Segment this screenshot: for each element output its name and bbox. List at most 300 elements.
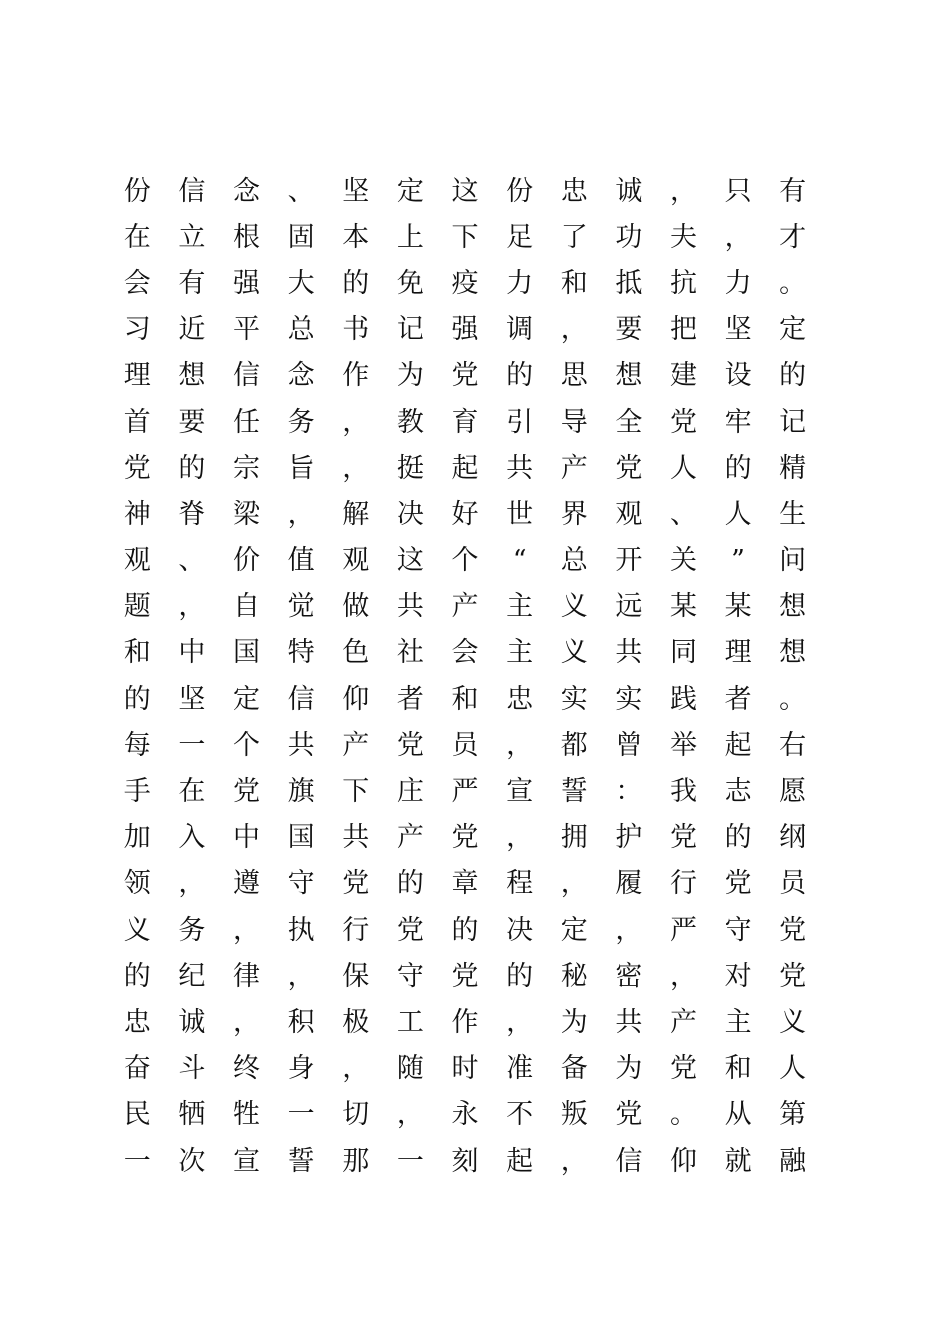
text-char: 坚 [342, 175, 370, 207]
text-char: 忠 [123, 1006, 151, 1038]
text-char: 都 [560, 729, 588, 761]
text-char: 近 [178, 314, 206, 346]
text-char: ， [342, 452, 370, 484]
text-char: 育 [451, 406, 479, 438]
text-char: 党 [233, 776, 261, 808]
text-char: 遵 [233, 868, 261, 900]
text-char: 实 [560, 683, 588, 715]
text-char: 义 [560, 637, 588, 669]
text-char: 的 [178, 452, 206, 484]
text-char: ， [287, 960, 315, 992]
text-char: 定 [396, 175, 424, 207]
text-char: 任 [233, 406, 261, 438]
text-char: 上 [396, 221, 424, 253]
text-char: 纪 [178, 960, 206, 992]
text-char: 信 [178, 175, 206, 207]
text-char: 国 [233, 637, 261, 669]
text-char: 下 [342, 776, 370, 808]
text-char: 某 [724, 591, 752, 623]
text-char: 一 [396, 1145, 424, 1177]
text-char: 理 [724, 637, 752, 669]
text-char: ， [669, 960, 697, 992]
text-char: 想 [615, 360, 643, 392]
text-char: 诚 [615, 175, 643, 207]
text-char: 问 [779, 545, 807, 577]
text-char: 全 [615, 406, 643, 438]
text-char: 才 [779, 221, 807, 253]
text-line-8 [110, 491, 820, 537]
text-char: 本 [342, 221, 370, 253]
text-char: 的 [123, 960, 151, 992]
text-char: 切 [342, 1099, 370, 1131]
text-char: 坚 [724, 314, 752, 346]
text-char: 加 [123, 822, 151, 854]
text-char: 曾 [615, 729, 643, 761]
text-char: 色 [342, 637, 370, 669]
text-line-6 [110, 399, 820, 445]
text-char: 守 [287, 868, 315, 900]
text-char: 宣 [506, 776, 534, 808]
text-char: 份 [506, 175, 534, 207]
text-char: 自 [233, 591, 261, 623]
text-char: 起 [506, 1145, 534, 1177]
text-line-12 [110, 676, 820, 722]
text-char: 密 [615, 960, 643, 992]
text-char: ， [724, 221, 752, 253]
text-line-18 [110, 953, 820, 999]
text-char: 只 [724, 175, 752, 207]
text-char: 行 [669, 868, 697, 900]
text-char: 中 [178, 637, 206, 669]
text-char: 题 [123, 591, 151, 623]
text-char: 牺 [178, 1099, 206, 1131]
text-char: 会 [451, 637, 479, 669]
text-char: 务 [178, 914, 206, 946]
text-char: 党 [779, 960, 807, 992]
text-char: 大 [287, 267, 315, 299]
text-char: ， [560, 314, 588, 346]
text-char: 主 [506, 637, 534, 669]
text-char: 牢 [724, 406, 752, 438]
text-char: 严 [451, 776, 479, 808]
text-line-22 [110, 1138, 820, 1184]
text-char: ， [560, 868, 588, 900]
text-char: 义 [123, 914, 151, 946]
text-char: 和 [724, 1053, 752, 1085]
text-char: 做 [342, 591, 370, 623]
text-char: 刻 [451, 1145, 479, 1177]
text-char: 人 [669, 452, 697, 484]
text-char: 程 [506, 868, 534, 900]
text-char: 好 [451, 498, 479, 530]
text-char: 党 [451, 360, 479, 392]
text-char: 观 [123, 545, 151, 577]
text-char: 从 [724, 1099, 752, 1131]
text-char: 的 [123, 683, 151, 715]
text-char: ， [233, 1006, 261, 1038]
text-char: 下 [451, 221, 479, 253]
text-char: 份 [123, 175, 151, 207]
text-char: 誓 [287, 1145, 315, 1177]
text-char: 神 [123, 498, 151, 530]
text-char: 者 [724, 683, 752, 715]
text-char: 同 [669, 637, 697, 669]
text-char: 一 [123, 1145, 151, 1177]
text-line-21 [110, 1092, 820, 1138]
text-char: 这 [396, 545, 424, 577]
text-char: 人 [779, 1053, 807, 1085]
text-char: 想 [178, 360, 206, 392]
text-char: 思 [560, 360, 588, 392]
text-char: 永 [451, 1099, 479, 1131]
text-char: 和 [123, 637, 151, 669]
text-char: 党 [396, 914, 424, 946]
text-char: 在 [123, 221, 151, 253]
text-char: 夫 [669, 221, 697, 253]
text-line-1 [110, 168, 820, 214]
text-char: 为 [560, 1006, 588, 1038]
text-char: 党 [669, 1053, 697, 1085]
text-char: 界 [560, 498, 588, 530]
text-char: 守 [396, 960, 424, 992]
text-char: ， [342, 1053, 370, 1085]
text-char: 。 [669, 1099, 697, 1131]
text-char: 总 [560, 545, 588, 577]
text-char: 坚 [178, 683, 206, 715]
text-char: 工 [396, 1006, 424, 1038]
text-char: ， [233, 914, 261, 946]
text-char: 党 [396, 729, 424, 761]
text-char: 决 [506, 914, 534, 946]
text-char: 党 [342, 868, 370, 900]
text-char: 斗 [178, 1053, 206, 1085]
text-char: 义 [779, 1006, 807, 1038]
text-char: 员 [779, 868, 807, 900]
text-char: 旗 [287, 776, 315, 808]
text-char: 宗 [233, 452, 261, 484]
text-char: 信 [233, 360, 261, 392]
text-char: 共 [287, 729, 315, 761]
text-char: 个 [451, 545, 479, 577]
text-line-16 [110, 861, 820, 907]
text-char: 挺 [396, 452, 424, 484]
text-char: 起 [451, 452, 479, 484]
text-char: 仰 [669, 1145, 697, 1177]
text-char: 和 [451, 683, 479, 715]
text-char: 产 [342, 729, 370, 761]
text-char: 和 [560, 267, 588, 299]
text-char: ， [396, 1099, 424, 1131]
text-char: 党 [123, 452, 151, 484]
text-line-19 [110, 999, 820, 1045]
text-char: 为 [615, 1053, 643, 1085]
text-char: 者 [396, 683, 424, 715]
text-char: 抵 [615, 267, 643, 299]
text-char: 的 [506, 360, 534, 392]
text-char: 的 [451, 914, 479, 946]
text-char: 的 [724, 822, 752, 854]
body-text [110, 168, 820, 1184]
text-char: 抗 [669, 267, 697, 299]
text-char: 愿 [779, 776, 807, 808]
text-char: 党 [615, 452, 643, 484]
text-char: 员 [451, 729, 479, 761]
text-line-13 [110, 722, 820, 768]
text-char: 积 [287, 1006, 315, 1038]
text-char: 举 [669, 729, 697, 761]
text-char: ， [560, 1145, 588, 1177]
text-line-9 [110, 538, 820, 584]
text-char: 、 [287, 175, 315, 207]
text-char: ， [342, 406, 370, 438]
text-char: 梁 [233, 498, 261, 530]
text-char: 觉 [287, 591, 315, 623]
text-char: 开 [615, 545, 643, 577]
text-char: 设 [724, 360, 752, 392]
text-char: 价 [233, 545, 261, 577]
text-char: 中 [233, 822, 261, 854]
text-char: 疫 [451, 267, 479, 299]
text-char: 保 [342, 960, 370, 992]
text-char: 主 [506, 591, 534, 623]
text-char: 共 [615, 637, 643, 669]
text-char: 某 [669, 591, 697, 623]
text-char: 就 [724, 1145, 752, 1177]
text-char: 会 [123, 267, 151, 299]
text-char: 诚 [178, 1006, 206, 1038]
text-char: 共 [396, 591, 424, 623]
text-line-4 [110, 307, 820, 353]
text-char: 党 [451, 960, 479, 992]
text-char: 的 [724, 452, 752, 484]
text-char: 那 [342, 1145, 370, 1177]
text-char: 。 [779, 267, 807, 299]
text-char: 旨 [287, 452, 315, 484]
text-char: 章 [451, 868, 479, 900]
text-char: 。 [779, 683, 807, 715]
text-char: 准 [506, 1053, 534, 1085]
text-char: 有 [779, 175, 807, 207]
text-char: 仰 [342, 683, 370, 715]
text-char: 共 [615, 1006, 643, 1038]
text-char: 调 [506, 314, 534, 346]
text-char: 精 [779, 452, 807, 484]
text-char: 固 [287, 221, 315, 253]
text-char: 叛 [560, 1099, 588, 1131]
text-char: 为 [396, 360, 424, 392]
text-char: 共 [342, 822, 370, 854]
text-char: 务 [287, 406, 315, 438]
text-char: 践 [669, 683, 697, 715]
text-char: 特 [287, 637, 315, 669]
text-char: 、 [178, 545, 206, 577]
text-char: 免 [396, 267, 424, 299]
text-char: 引 [506, 406, 534, 438]
text-char: 有 [178, 267, 206, 299]
text-char: ： [615, 776, 643, 808]
text-char: 律 [233, 960, 261, 992]
text-char: 教 [396, 406, 424, 438]
text-char: 记 [779, 406, 807, 438]
text-char: 起 [724, 729, 752, 761]
text-char: 每 [123, 729, 151, 761]
text-char: 定 [560, 914, 588, 946]
text-char: 国 [287, 822, 315, 854]
text-char: 次 [178, 1145, 206, 1177]
text-char: “ [512, 545, 527, 577]
text-char: 念 [287, 360, 315, 392]
text-char: 奋 [123, 1053, 151, 1085]
text-char: 宣 [233, 1145, 261, 1177]
text-char: 党 [724, 868, 752, 900]
text-line-5 [110, 353, 820, 399]
text-char: 的 [396, 868, 424, 900]
text-char: 在 [178, 776, 206, 808]
text-char: 严 [669, 914, 697, 946]
text-char: 理 [123, 360, 151, 392]
text-char: 党 [615, 1099, 643, 1131]
text-char: 主 [724, 1006, 752, 1038]
text-char: 值 [287, 545, 315, 577]
text-char: 行 [342, 914, 370, 946]
text-char: 终 [233, 1053, 261, 1085]
text-char: ， [178, 591, 206, 623]
text-char: 护 [615, 822, 643, 854]
text-char: 观 [615, 498, 643, 530]
text-char: ， [178, 868, 206, 900]
text-char: 极 [342, 1006, 370, 1038]
text-char: 入 [178, 822, 206, 854]
text-char: 建 [669, 360, 697, 392]
text-char: 党 [669, 822, 697, 854]
text-char: 力 [506, 267, 534, 299]
text-char: 产 [669, 1006, 697, 1038]
text-char: 人 [724, 498, 752, 530]
text-char: 的 [342, 267, 370, 299]
text-char: 牲 [233, 1099, 261, 1131]
text-char: 我 [669, 776, 697, 808]
text-char: 手 [123, 776, 151, 808]
text-char: 力 [724, 267, 752, 299]
text-char: 强 [451, 314, 479, 346]
text-char: 作 [451, 1006, 479, 1038]
text-char: 党 [779, 914, 807, 946]
text-char: 了 [560, 221, 588, 253]
text-char: 秘 [560, 960, 588, 992]
text-char: 这 [451, 175, 479, 207]
text-char: 把 [669, 314, 697, 346]
text-char: 履 [615, 868, 643, 900]
text-char: 庄 [396, 776, 424, 808]
text-char: 忠 [560, 175, 588, 207]
text-char: 平 [233, 314, 261, 346]
text-char: 记 [396, 314, 424, 346]
text-char: 产 [451, 591, 479, 623]
text-char: ” [731, 545, 745, 577]
text-char: 备 [560, 1053, 588, 1085]
text-char: 一 [287, 1099, 315, 1131]
text-char: 誓 [560, 776, 588, 808]
text-char: 志 [724, 776, 752, 808]
text-char: 实 [615, 683, 643, 715]
text-char: 产 [396, 822, 424, 854]
text-char: 要 [178, 406, 206, 438]
text-line-2 [110, 214, 820, 260]
text-char: 守 [724, 914, 752, 946]
text-line-11 [110, 630, 820, 676]
text-char: 足 [506, 221, 534, 253]
text-char: 定 [779, 314, 807, 346]
text-line-3 [110, 260, 820, 306]
text-char: 远 [615, 591, 643, 623]
text-char: 脊 [178, 498, 206, 530]
text-char: 定 [233, 683, 261, 715]
text-char: 拥 [560, 822, 588, 854]
text-char: 、 [669, 498, 697, 530]
text-char: 首 [123, 406, 151, 438]
text-char: 书 [342, 314, 370, 346]
text-char: 想 [779, 591, 807, 623]
text-char: ， [287, 498, 315, 530]
text-char: 世 [506, 498, 534, 530]
text-char: 执 [287, 914, 315, 946]
text-char: 不 [506, 1099, 534, 1131]
text-char: 功 [615, 221, 643, 253]
text-char: 解 [342, 498, 370, 530]
text-line-15 [110, 815, 820, 861]
text-char: 习 [123, 314, 151, 346]
text-char: 信 [287, 683, 315, 715]
text-char: 总 [287, 314, 315, 346]
text-char: 作 [342, 360, 370, 392]
text-char: 导 [560, 406, 588, 438]
text-line-14 [110, 768, 820, 814]
text-char: ， [506, 822, 534, 854]
text-char: 民 [123, 1099, 151, 1131]
text-char: 观 [342, 545, 370, 577]
text-char: ， [669, 175, 697, 207]
text-char: 党 [451, 822, 479, 854]
text-char: 共 [506, 452, 534, 484]
text-char: 时 [451, 1053, 479, 1085]
text-char: 义 [560, 591, 588, 623]
text-char: 身 [287, 1053, 315, 1085]
text-char: 一 [178, 729, 206, 761]
text-line-10 [110, 584, 820, 630]
text-char: ， [615, 914, 643, 946]
text-char: 社 [396, 637, 424, 669]
text-char: 融 [779, 1145, 807, 1177]
text-char: 的 [779, 360, 807, 392]
text-char: 个 [233, 729, 261, 761]
text-char: 信 [615, 1145, 643, 1177]
text-char: 产 [560, 452, 588, 484]
text-char: 领 [123, 868, 151, 900]
text-line-7 [110, 445, 820, 491]
text-char: 纲 [779, 822, 807, 854]
text-line-17 [110, 907, 820, 953]
text-char: 决 [396, 498, 424, 530]
text-char: 要 [615, 314, 643, 346]
text-char: 随 [396, 1053, 424, 1085]
text-char: 对 [724, 960, 752, 992]
text-char: 根 [233, 221, 261, 253]
text-char: 党 [669, 406, 697, 438]
text-char: 强 [233, 267, 261, 299]
text-char: ， [506, 1006, 534, 1038]
text-char: 生 [779, 498, 807, 530]
text-line-20 [110, 1046, 820, 1092]
